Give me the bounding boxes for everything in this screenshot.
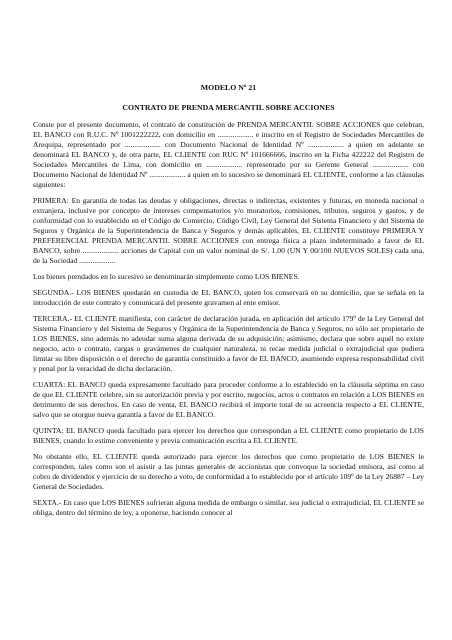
intro-paragraph: Conste por el presente documento, el contrato de constitución de PRENDA MERCANTIL SOBRE ACCIONES que celebran, EL BANCO con R.U.C. Nº 1001222222, con domicilio en ................... e inscrito en el Registro de Sociedades Mercantiles de Arequipa, representado por ................... con Documento Nacional de Identidad Nº ................... a quien en adelante se denominará EL BANCO y, de otra parte, EL CLIENTE con RUC Nº 101666666, inscrito en la Ficha 422222 del Registro de Sociedades Mercantiles de Lima, con domicilio en ................... representado por su Gerente General ................... con Documento Nacional de Identidad Nº ................... a quien en lo sucesivo se denominará EL CLIENTE, conforme a las cláusulas siguientes: xyxy=(33,120,424,189)
clause-cuarta: CUARTA: EL BANCO queda expresamente facultado para proceder conforme a lo establecido en la cláusula séptima en caso de que EL CLIENTE celebre, sin su autorización previa y por escrito, negocios, actos o contratos en relación a LOS BIENES en detrimento de sus derechos. En caso de venta, EL BANCO recibirá el importe total de su acreencia respecto a EL CLIENTE, salvo que se otorgue nueva garantía a favor de EL BANCO. xyxy=(33,380,424,419)
goods-definition-paragraph: Los bienes prendados en lo sucesivo se denominarán simplemente como LOS BIENES. xyxy=(33,272,300,281)
contract-title: CONTRATO DE PRENDA MERCANTIL SOBRE ACCIONES xyxy=(122,103,335,112)
clause-tercera: TERCERA.- EL CLIENTE manifiesta, con carácter de declaración jurada, en aplicación del artículo 179º de la Ley General del Sistema Financiero y del Sistema de Seguros y Orgánica de la Superintendencia de Banca y Seguros, no sólo ser propietario de LOS BIENES, sino además no adeudar suma alguna derivada de su adquisición; asimismo, declara que sobre aquél no existe negocio, acto o contrato, cargas o gravámenes de cualquier naturaleza, ni recae medida judicial o extrajudicial que pudiera limitar su libre disposición o el derecho de garantía constituido a favor de EL BANCO, asumiendo expresa responsabilidad civil y penal por la veracidad de dicha declaración. xyxy=(33,314,424,373)
clause-sexta: SEXTA.- En caso que LOS BIENES sufrieran alguna medida de embargo o similar, sea judicial o extrajudicial, EL CLIENTE se obliga, dentro del término de ley, a oponerse, haciendo conocer al xyxy=(33,498,424,517)
clause-quinta-continuation: No obstante ello, EL CLIENTE queda autorizado para ejercer los derechos que como propietario de LOS BIENES le corresponden, tales como son el asistir a las juntas generales de accionistas que convoque la sociedad emisora, así como al cobro de dividendos y ejercicio de su derecho a voto, de conformidad a lo establecido por el artículo 109º de la Ley 26887 – Ley General de Sociedades. xyxy=(33,452,424,491)
model-title: MODELO Nº 21 xyxy=(200,83,257,92)
clause-segunda: SEGUNDA.- LOS BIENES quedarán en custodia de EL BANCO, quien los conservará en su domicilio, que se señala en la introducción de este contrato y comunicará del presente gravamen al ente emisor. xyxy=(33,288,424,307)
clause-quinta: QUINTA: EL BANCO queda facultado para ejercer los derechos que correspondan a EL CLIENTE como propietario de LOS BIENES, cuando lo estime conveniente y previa comunicación escrita a EL CLIENTE. xyxy=(33,426,424,445)
clause-primera: PRIMERA: En garantía de todas las deudas y obligaciones, directas o indirectas, existentes y futuras, en moneda nacional o extranjera, inclusive por concepto de intereses compensatorios y/o moratorios, comisiones, tributos, seguros y gastos, y de conformidad con lo establecido en el Código de Comercio, Código Civil, Ley General del Sistema Financiero y del Sistema de Seguros y Orgánica de la Superintendencia de Banca y Seguros y demás aplicables, EL CLIENTE constituye PRIMERA Y PREFERENCIAL PRENDA MERCANTIL SOBRE ACCIONES con entrega física a plazo indeterminado a favor de EL BANCO, sobre ................... acciones de Capital con un valor nominal de S/. 1.00 (UN Y 00/100 NUEVOS SOLES) cada una, de la Sociedad ................... xyxy=(33,196,424,265)
